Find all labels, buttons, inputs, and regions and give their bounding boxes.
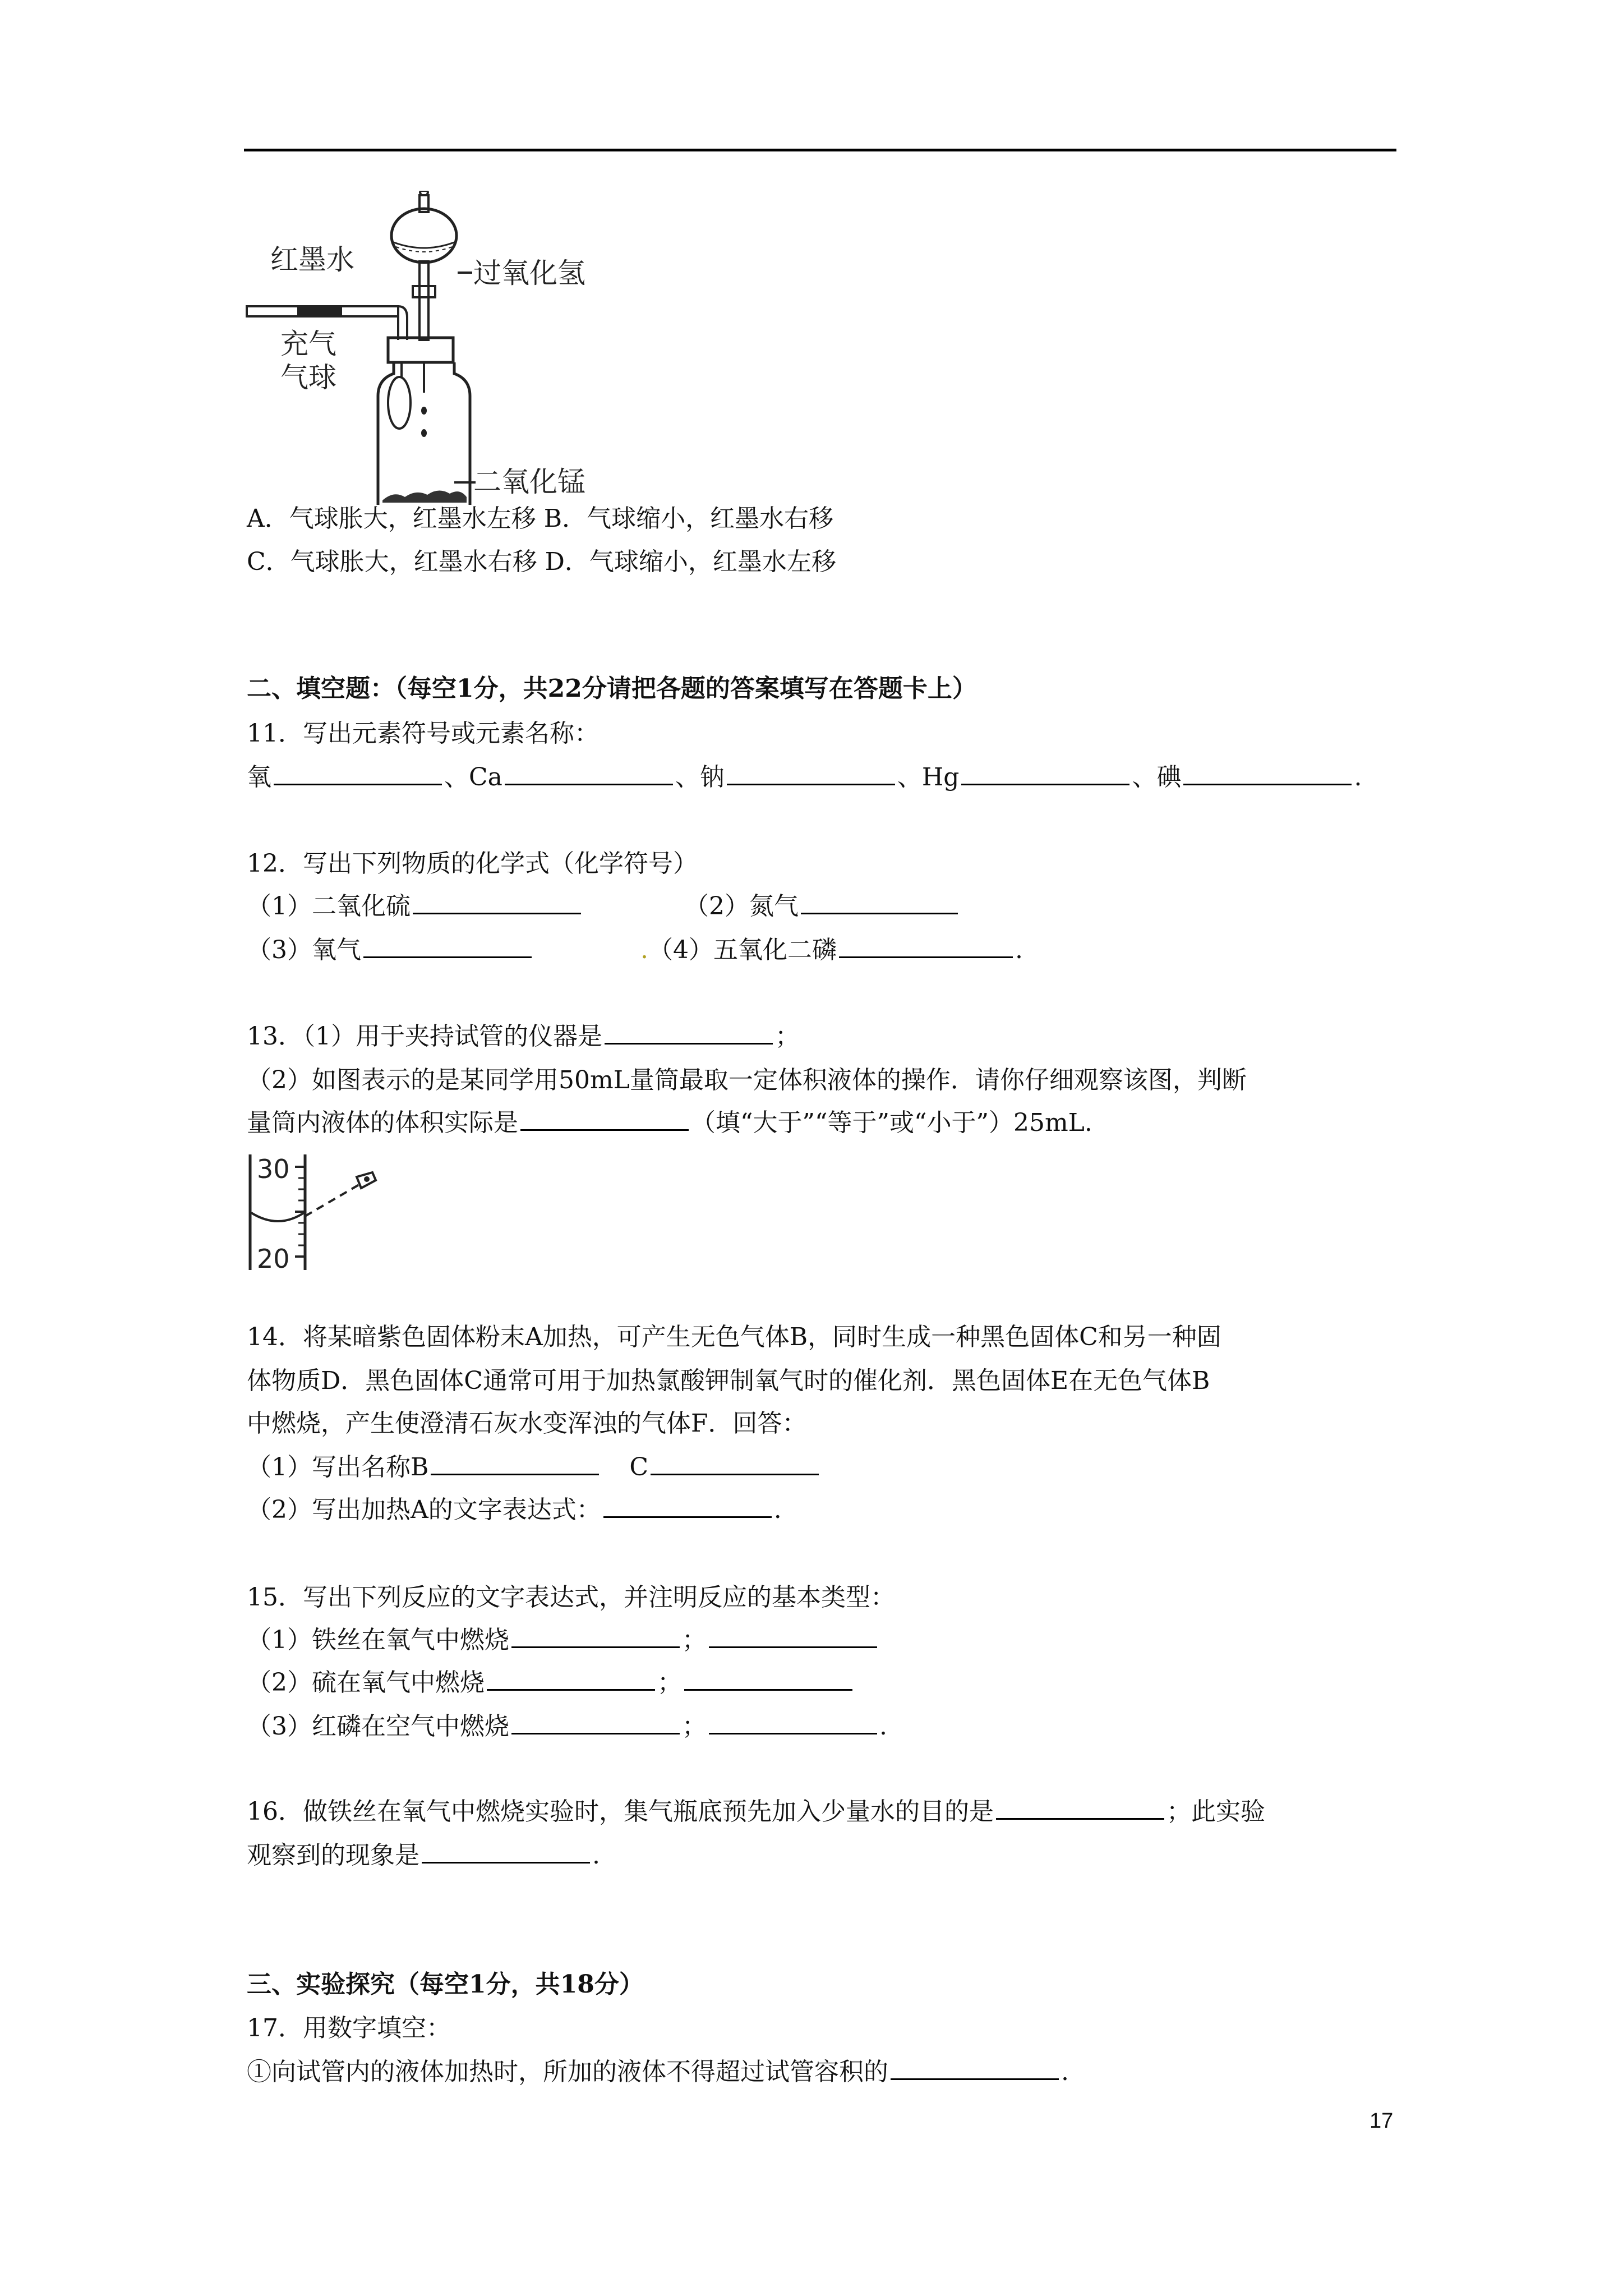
semicolon: ； <box>682 1626 707 1654</box>
q14-name-c: C <box>629 1453 648 1481</box>
apparatus-figure <box>241 191 645 505</box>
answer-blank <box>511 1624 680 1648</box>
q12-part-4: （4）五氧化二磷 <box>648 936 837 964</box>
answer-blank <box>961 761 1129 785</box>
q14-name-b: （1）写出名称B <box>247 1453 429 1481</box>
q13-part-1-text: 13．（1）用于夹持试管的仪器是 <box>247 1022 602 1051</box>
q13-line-2: （2）如图表示的是某同学用50mL量筒最取一定体积液体的操作．请你仔细观察该图，判断 <box>247 1066 1247 1094</box>
answer-blank <box>487 1667 655 1691</box>
header-rule <box>244 149 1396 151</box>
label-manganese-dioxide: 二氧化锰 <box>473 466 585 498</box>
stray-dot: . <box>640 936 648 964</box>
answer-blank <box>651 1451 819 1475</box>
q15-iron: （1）铁丝在氧气中燃烧 <box>247 1626 509 1654</box>
section-3-heading: 三、实验探究（每空1分，共18分） <box>247 1970 644 1999</box>
cylinder-mark-30: 30 <box>257 1154 290 1184</box>
answer-blank <box>839 934 1013 958</box>
q11-stem: 11．写出元素符号或元素名称： <box>247 719 599 748</box>
q13-part-2-text: 量筒内液体的体积实际是 <box>247 1108 518 1137</box>
answer-blank <box>422 1839 590 1864</box>
q16-line-2 <box>247 1839 600 1872</box>
q15-row-3 <box>247 1710 887 1743</box>
answer-blank <box>363 934 532 958</box>
answer-blank <box>801 890 958 914</box>
q12-part-2: （2）氮气 <box>684 892 799 921</box>
q17-item-1: ①向试管内的液体加热时，所加的液体不得超过试管容积的 <box>247 2058 888 2086</box>
q10-options-ab: A．气球胀大，红墨水左移 B．气球缩小，红墨水右移 <box>247 504 834 533</box>
answer-blank <box>684 1667 852 1691</box>
answer-blank <box>996 1796 1164 1820</box>
q17-stem: 17．用数字填空： <box>247 2014 451 2042</box>
page-number: 17 <box>1370 2109 1394 2133</box>
period: . <box>1061 2058 1069 2086</box>
q11-items <box>247 761 1362 794</box>
q13-line-1 <box>247 1020 800 1053</box>
semicolon: ； <box>682 1712 707 1741</box>
q14-line-1: 14．将某暗紫色固体粉末A加热，可产生无色气体B，同时生成一种黑色固体C和另一种固 <box>247 1323 1221 1351</box>
answer-blank <box>431 1451 599 1475</box>
answer-blank <box>727 761 895 785</box>
answer-blank <box>520 1107 689 1131</box>
answer-blank <box>709 1710 877 1734</box>
semicolon: ； <box>657 1668 682 1697</box>
answer-blank <box>274 761 442 785</box>
q14-heat-a: （2）写出加热A的文字表达式： <box>247 1496 601 1524</box>
cylinder-figure <box>247 1150 393 1279</box>
cylinder-mark-20: 20 <box>257 1244 290 1274</box>
q11-item-sodium: 、钠 <box>675 763 725 792</box>
q12-part-3: （3）氧气 <box>247 936 361 964</box>
period: . <box>879 1712 887 1741</box>
period: . <box>773 1496 782 1524</box>
period: . <box>1354 763 1362 792</box>
answer-blank <box>1183 761 1352 785</box>
q11-item-oxygen: 氧 <box>247 763 271 792</box>
q10-options-cd: C．气球胀大，红墨水右移 D．气球缩小，红墨水左移 <box>247 547 836 576</box>
answer-blank <box>413 890 581 914</box>
answer-blank <box>709 1624 877 1648</box>
q15-stem: 15．写出下列反应的文字表达式，并注明反应的基本类型： <box>247 1583 895 1612</box>
q14-line-3: 中燃烧，产生使澄清石灰水变浑浊的气体F．回答： <box>247 1409 807 1438</box>
q16-text: 16．做铁丝在氧气中燃烧实验时，集气瓶底预先加入少量水的目的是 <box>247 1797 994 1826</box>
q14-line-4 <box>247 1451 821 1484</box>
q11-item-iodine: 、碘 <box>1132 763 1182 792</box>
semicolon: ； <box>774 1022 800 1051</box>
answer-blank <box>605 1020 773 1045</box>
q13-line-3 <box>247 1106 1092 1140</box>
section-2-heading: 二、填空题：（每空1分，共22分请把各题的答案填写在答题卡上） <box>247 674 977 703</box>
q12-row-1 <box>247 890 960 923</box>
q16-line-1 <box>247 1795 1265 1829</box>
q15-row-1 <box>247 1623 879 1657</box>
answer-blank <box>511 1710 680 1734</box>
q16-phenomenon: 观察到的现象是 <box>247 1841 419 1870</box>
q14-line-5 <box>247 1493 782 1527</box>
q14-line-2: 体物质D．黑色固体C通常可用于加热氯酸钾制氧气时的催化剂．黑色固体E在无色气体B <box>247 1366 1210 1395</box>
q12-stem: 12．写出下列物质的化学式（化学符号） <box>247 849 698 878</box>
q12-row-2 <box>247 933 1023 967</box>
answer-blank <box>505 761 673 785</box>
label-balloon-2: 气球 <box>280 361 336 394</box>
q11-item-ca: 、Ca <box>444 763 502 792</box>
answer-blank <box>891 2056 1059 2080</box>
q15-sulfur: （2）硫在氧气中燃烧 <box>247 1668 485 1697</box>
q13-part-2-hint: （填“大于”“等于”或“小于”）25mL. <box>691 1108 1092 1137</box>
label-red-ink: 红墨水 <box>270 243 354 276</box>
label-hydrogen-peroxide: 过氧化氢 <box>473 257 585 289</box>
label-balloon-1: 充气 <box>280 328 336 360</box>
q17-line-1 <box>247 2055 1069 2089</box>
q15-row-2 <box>247 1666 855 1700</box>
period: . <box>592 1841 600 1870</box>
answer-blank <box>603 1494 772 1518</box>
period: . <box>1015 936 1023 964</box>
q11-item-hg: 、Hg <box>897 763 960 792</box>
q16-text-cont: ；此实验 <box>1166 1797 1265 1826</box>
q12-part-1: （1）二氧化硫 <box>247 892 411 921</box>
q15-phosphorus: （3）红磷在空气中燃烧 <box>247 1712 509 1741</box>
